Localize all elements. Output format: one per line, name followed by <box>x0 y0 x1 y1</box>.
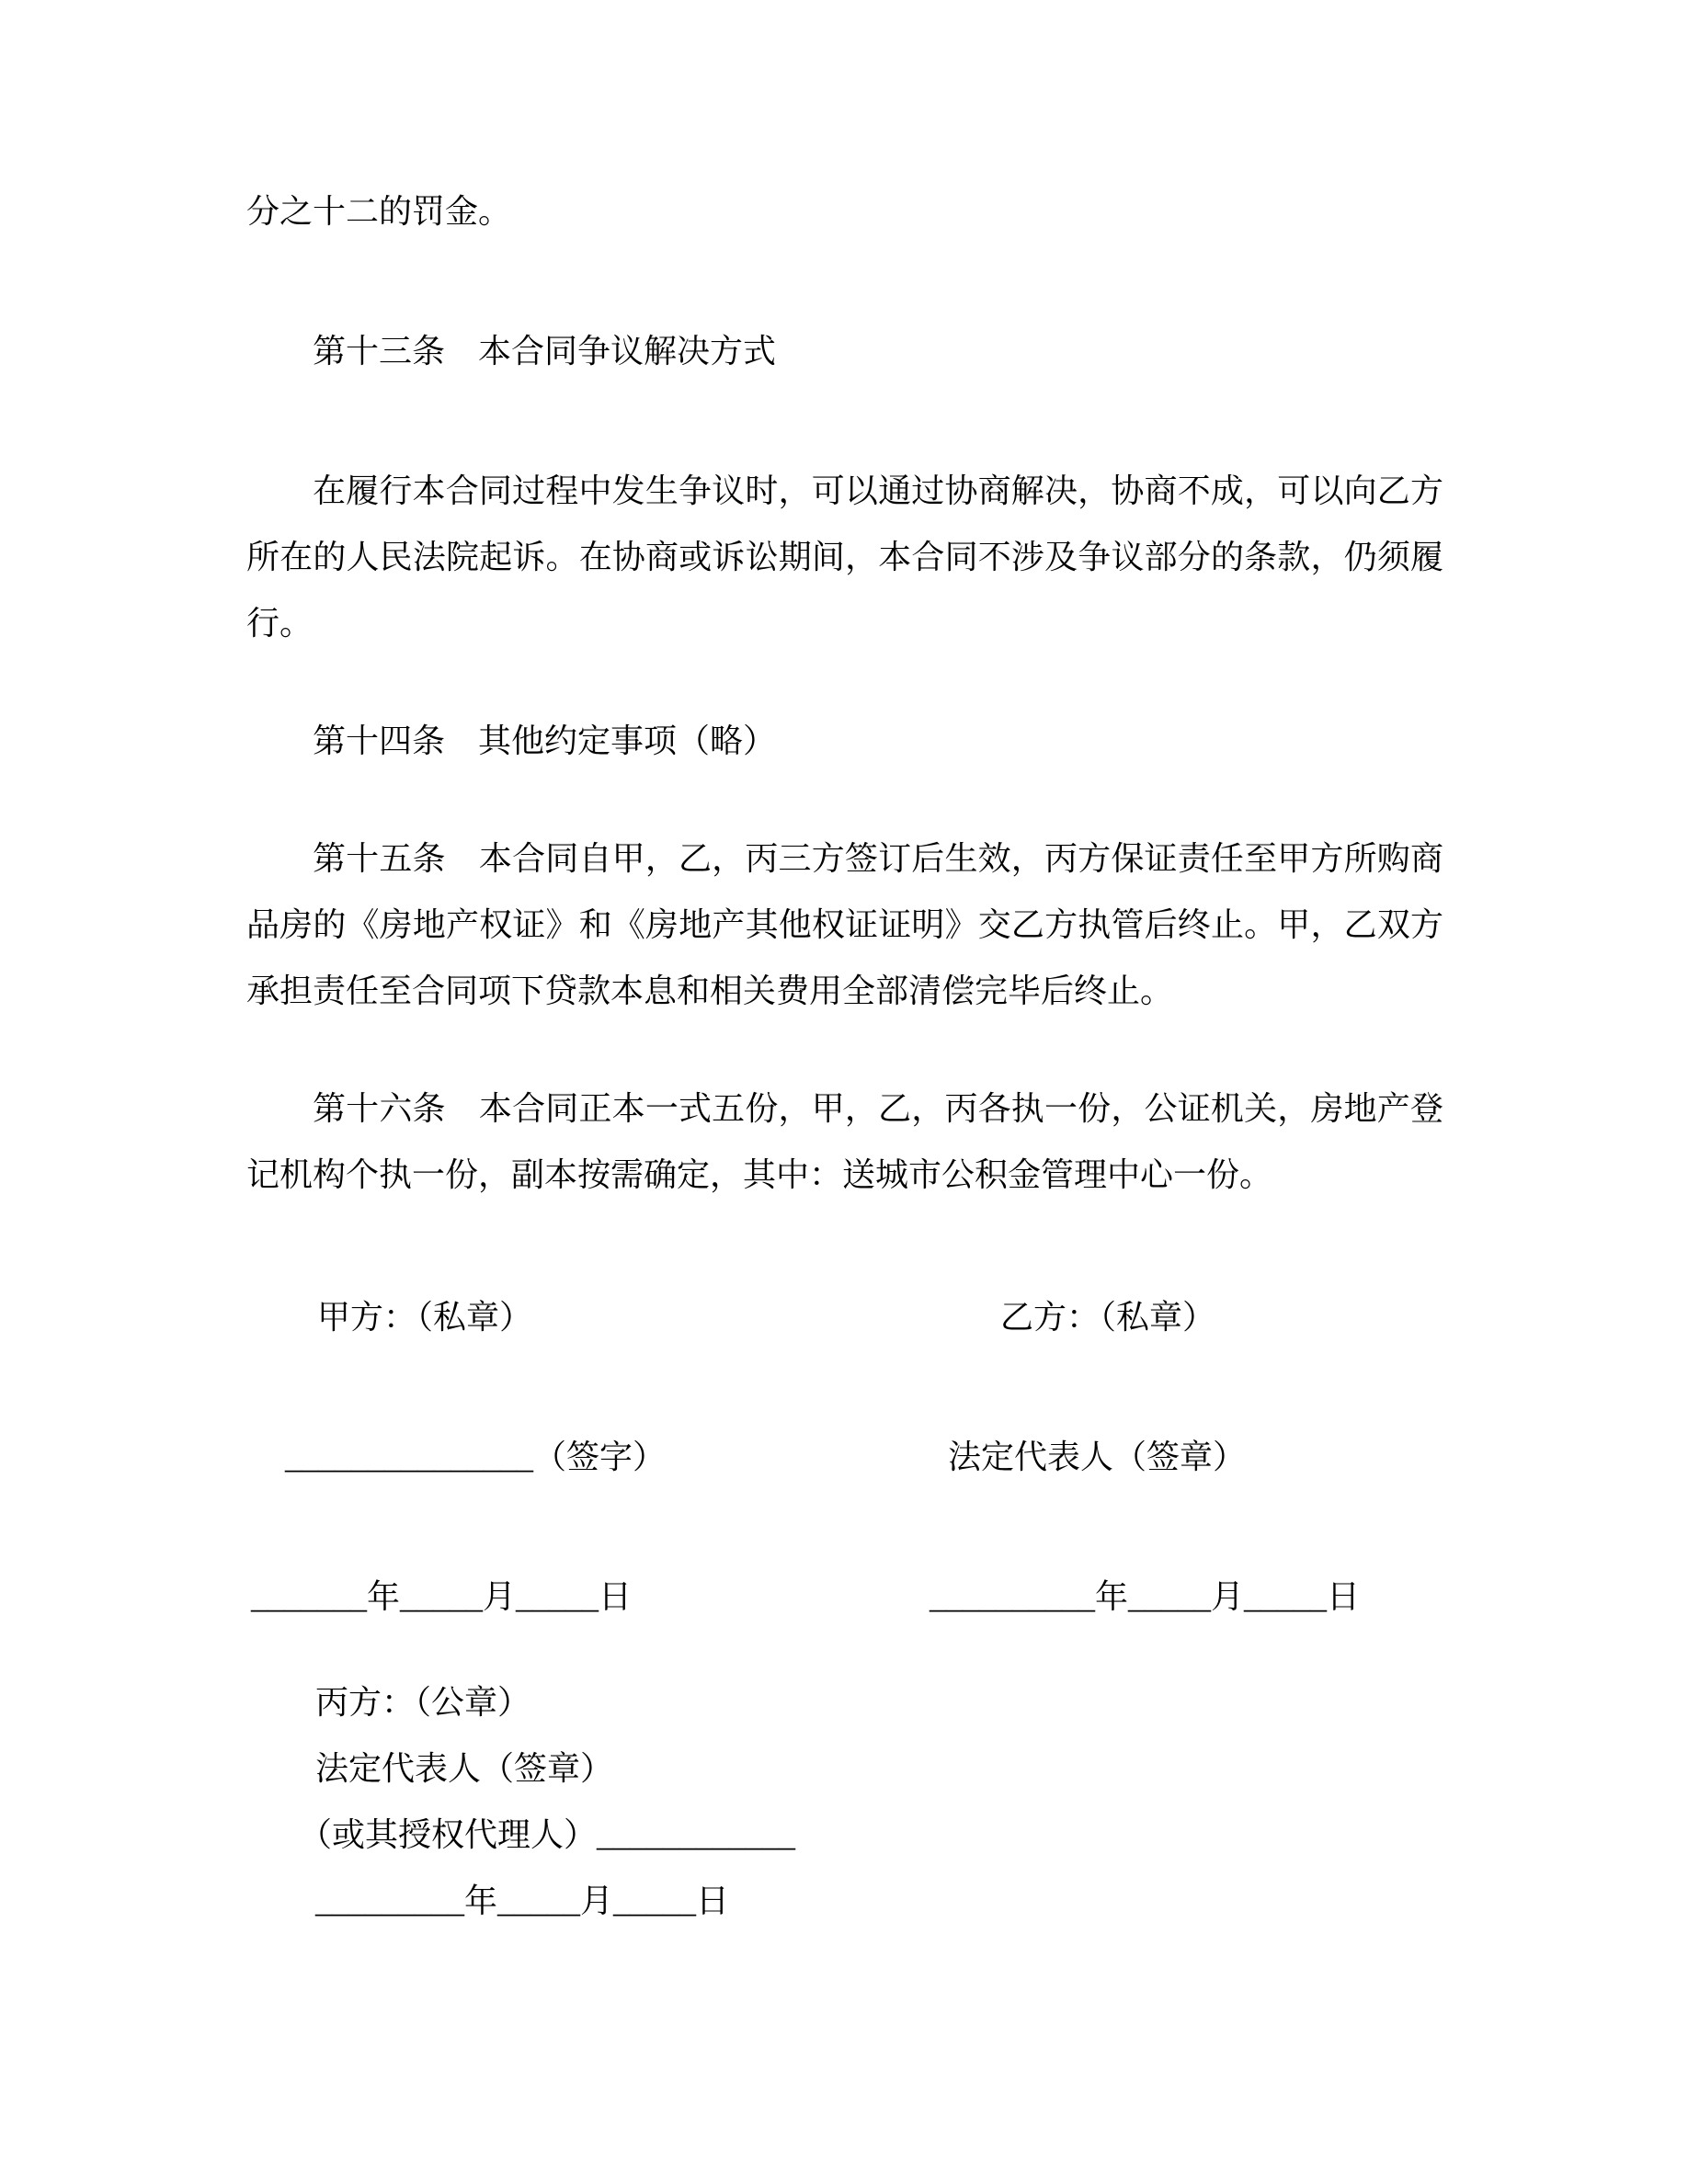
clause-13-paragraph: 在履行本合同过程中发生争议时，可以通过协商解决，协商不成，可以向乙方所在的人民法院起诉。在协商或诉讼期间，本合同不涉及争议部分的条款，仍须履行。 <box>246 472 1443 642</box>
party-a-date-line: _______年_____月_____日 <box>251 1578 633 1615</box>
clause-14-heading: 第十四条 其他约定事项（略） <box>313 722 777 759</box>
signature-row-date-lines <box>246 1564 1443 1630</box>
signature-row-party-labels <box>246 1284 1443 1350</box>
party-a-label: 甲方：（私章） <box>317 1299 533 1336</box>
clause-13-heading: 第十三条 本合同争议解决方式 <box>313 333 777 370</box>
party-c-representative-label: 法定代表人（签章） <box>315 1750 614 1787</box>
party-b-label: 乙方：（私章） <box>1000 1299 1216 1336</box>
party-a-signature-line: _______________（签字） <box>285 1439 667 1475</box>
party-b-representative-label: 法定代表人（签章） <box>948 1439 1247 1475</box>
party-b-date-line: __________年_____月_____日 <box>930 1578 1360 1615</box>
paragraph-carryover: 分之十二的罚金。 <box>246 193 512 230</box>
clause-16-paragraph: 第十六条 本合同正本一式五份，甲，乙，丙各执一份，公证机关，房地产登记机构个执一份，副本按需确定，其中：送城市公积金管理中心一份。 <box>246 1090 1443 1193</box>
party-c-label: 丙方：（公章） <box>315 1684 531 1721</box>
party-c-agent-line: （或其授权代理人）____________ <box>299 1816 796 1853</box>
contract-body <box>246 0 1443 1934</box>
party-c-date-line: _________年_____月_____日 <box>315 1883 729 1919</box>
signature-row-sign-lines <box>246 1424 1443 1490</box>
clause-15-paragraph: 第十五条 本合同自甲，乙，丙三方签订后生效，丙方保证责任至甲方所购商品房的《房地产权证》和《房地产其他权证证明》交乙方执管后终止。甲，乙双方承担责任至合同项下贷款本息和相关费用全部清偿完毕后终止。 <box>246 840 1443 1009</box>
